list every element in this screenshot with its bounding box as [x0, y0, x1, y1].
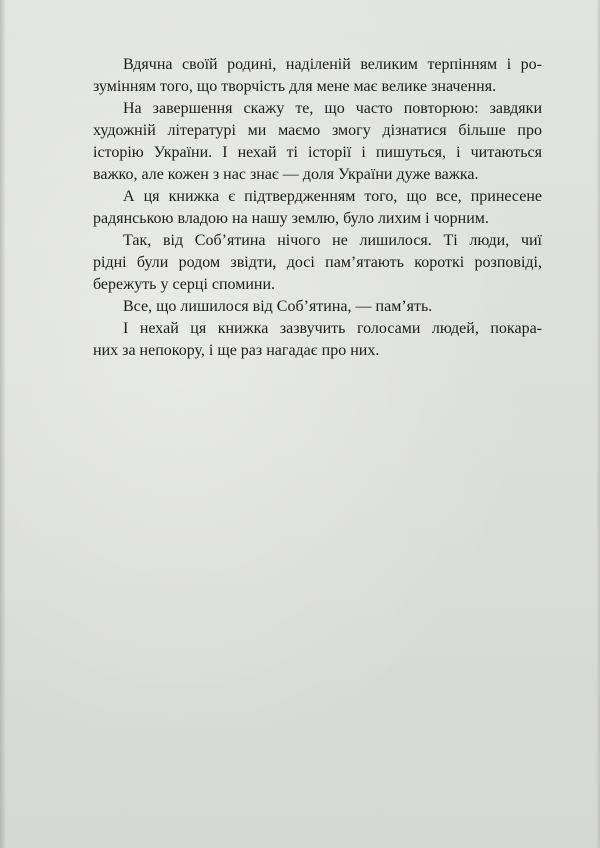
paragraph-memory [63, 296, 542, 318]
text-line: важко, але кожен з нас знає — доля України дуже важка. [93, 166, 479, 183]
text-line: Вдячна своїй родині, наділеній великим терпінням і ро- [123, 56, 542, 73]
text-line: Все, що лишилося від Соб’ятина, — пам’ять. [123, 298, 433, 315]
paragraph-conclusion [63, 98, 542, 186]
paragraph-voices [63, 318, 542, 362]
text-line: Так, від Соб’ятина нічого не лишилося. Ті люди, чиї [123, 232, 542, 249]
text-line: На завершення скажу те, що часто повторюю: завдяки [123, 100, 542, 117]
text-line: художній літературі ми маємо змогу дізнатися більше про [93, 122, 542, 139]
text-line: бережуть у серці спомини. [93, 276, 276, 293]
text-line: історію України. І нехай ті історії і пишуться, і читаються [93, 144, 542, 161]
body-text [63, 54, 542, 362]
text-line: А ця книжка є підтвердженням того, що все, принесене [123, 188, 542, 205]
paragraph-gratitude [63, 54, 542, 98]
text-line: них за непокору, і ще раз нагадає про них. [93, 342, 380, 359]
text-line: І нехай ця книжка зазвучить голосами людей, покара- [123, 320, 542, 337]
text-line: радянською владою на нашу землю, було лихим і чорним. [93, 210, 489, 227]
paragraph-sobiatyn [63, 230, 542, 296]
paragraph-confirmation [63, 186, 542, 230]
text-line: зумінням того, що творчість для мене має велике значення. [93, 78, 497, 95]
text-line: рідні були родом звідти, досі пам’ятають короткі розповіді, [93, 254, 542, 271]
